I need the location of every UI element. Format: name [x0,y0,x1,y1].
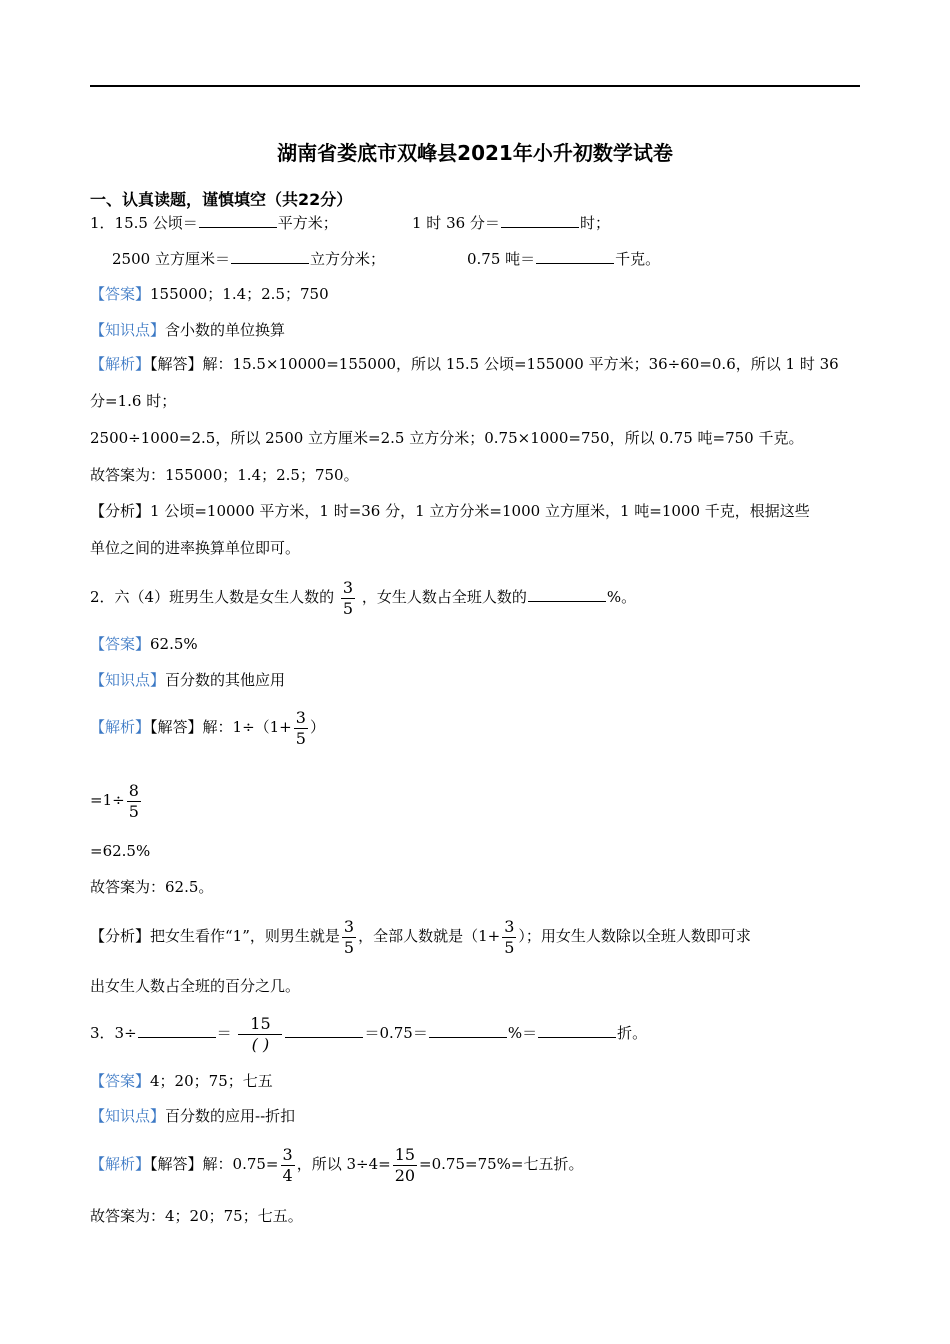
fraction-3-5: $\frac{3}{5}$ [504,916,515,957]
fraction-3-4: $\frac{3}{4}$ [282,1144,293,1185]
q1-solution-4: 故答案为：155000；1.4；2.5；750。 [90,466,359,484]
fraction-8-5: $\frac{8}{5}$ [128,780,139,821]
blank [138,1022,216,1038]
fraction-15-20: $\frac{15}{20}$ [394,1144,416,1185]
q2-step-3: =62.5% [90,842,151,860]
blank [538,1022,616,1038]
q1-line1-right: 1 时 36 分＝ 时； [412,214,610,232]
q2-answer: 【答案】62.5% [90,635,198,653]
q3-answer: 【答案】4；20；75；七五 [90,1072,273,1090]
q1-line2: 2500 立方厘米＝ 立方分米； [112,250,385,268]
q3-final: 故答案为：4；20；75；七五。 [90,1207,303,1225]
blank [501,212,579,228]
blank [429,1022,507,1038]
header-rule [90,85,860,87]
q1-line2-right: 0.75 吨＝ 千克。 [467,250,661,268]
section-heading: 一、认真读题，谨慎填空（共22分） [90,190,353,209]
q1-analysis-2: 单位之间的进率换算单位即可。 [90,539,301,557]
blank [199,212,277,228]
q2-knowledge: 【知识点】百分数的其他应用 [90,671,286,689]
fraction-3-5: $\frac{3}{5}$ [343,916,355,957]
q1-knowledge: 【知识点】含小数的单位换算 [90,321,286,339]
q2-stem: 2．六（4）班男生人数是女生人数的 $\frac{3}{5}$ ，女生人数占全班人数的 %。 [90,577,637,618]
fraction-15-blank: $\frac{15}{( )}$ [238,1014,282,1055]
q3-solution: 【解析】【解答】解：0.75= $\frac{3}{4}$ ，所以 3÷4= $\frac{15}{20}$ =0.75=75%=七五折。 [90,1144,584,1185]
q2-final: 故答案为：62.5。 [90,878,214,896]
q2-analysis-2: 出女生人数占全班的百分之几。 [90,977,301,995]
fraction-3-5: $\frac{3}{5}$ [295,707,306,748]
q3-knowledge: 【知识点】百分数的应用--折扣 [90,1107,296,1125]
q1-line1: 1．15.5 公顷＝ 平方米； [90,214,338,232]
q2-analysis-1: 【分析】把女生看作“1”，则男生就是 $\frac{3}{5}$ ，全部人数就是（1+ $\frac{3}{5}$ ）；用女生人数除以全班人数即可求 [90,916,751,957]
blank [528,586,606,602]
blank [285,1022,363,1038]
blank [231,248,309,264]
q2-step-2: =1÷ $\frac{8}{5}$ [90,780,139,821]
fraction-3-5: $\frac{3}{5}$ [342,577,354,618]
q1-solution-3: 2500÷1000=2.5，所以 2500 立方厘米=2.5 立方分米；0.75×1000=750，所以 0.75 吨=750 千克。 [90,429,804,447]
q2-solution-1: 【解析】【解答】解：1÷（1+ $\frac{3}{5}$ ） [90,707,325,748]
q1-solution-1: 【解析】【解答】解：15.5×10000=155000，所以 15.5 公顷=155000 平方米；36÷60=0.6，所以 1 时 36 [90,355,839,373]
q1-answer: 【答案】155000；1.4；2.5；750 [90,285,329,303]
q1-solution-2: 分=1.6 时； [90,392,177,410]
q1-analysis-1: 【分析】1 公顷=10000 平方米，1 时=36 分，1 立方分米=1000 立方厘米，1 吨=1000 千克，根据这些 [90,502,810,520]
page-title: 湖南省娄底市双峰县2021年小升初数学试卷 [277,141,673,165]
blank [536,248,614,264]
q3-stem: 3．3÷ ＝ $\frac{15}{( )}$ ＝0.75＝ %＝ 折。 [90,1013,648,1054]
